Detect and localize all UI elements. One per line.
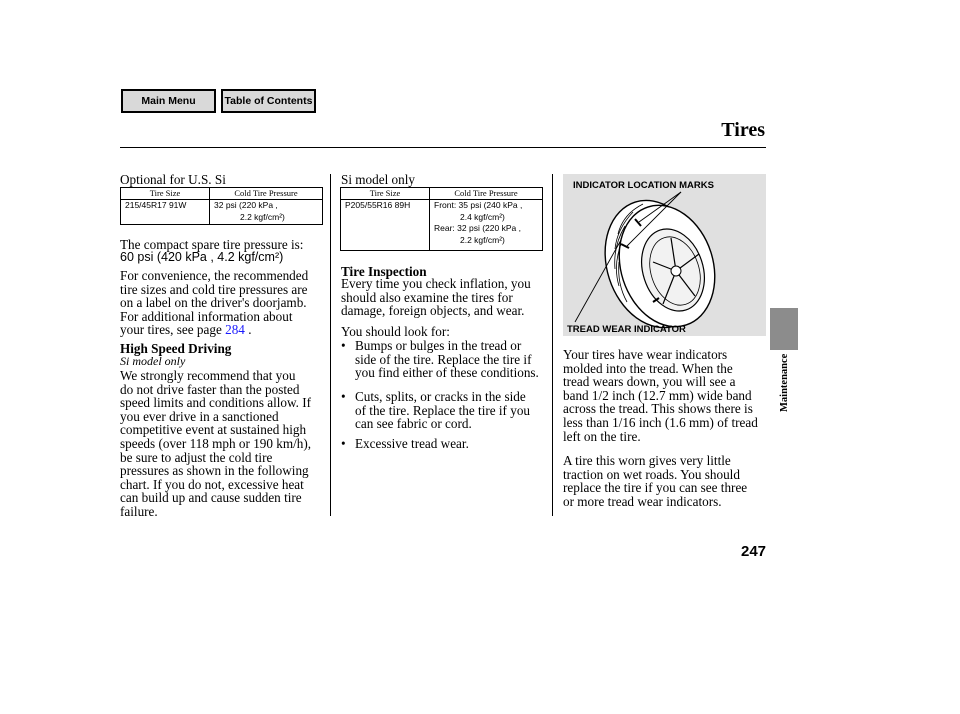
see-page-prefix: your tires, see page bbox=[120, 322, 226, 338]
text-line: • Cuts, splits, or cracks in the side bbox=[355, 389, 526, 404]
text-line: across the tread. This shows there is bbox=[563, 401, 753, 417]
si-model-heading: Si model only bbox=[341, 172, 415, 187]
tire-wear-figure bbox=[563, 174, 766, 336]
text-line: pressures as shown in the following bbox=[120, 463, 309, 479]
section-label-maintenance: Maintenance bbox=[779, 353, 790, 412]
text-line: you find either of these conditions. bbox=[355, 365, 539, 381]
rear-line-1: Rear: 32 psi (220 kPa , bbox=[434, 223, 521, 233]
pressure-line-2: 2.2 kgf/cm²) bbox=[240, 211, 285, 222]
text-line: A tire this worn gives very little bbox=[563, 453, 731, 468]
convenience-paragraph bbox=[120, 269, 308, 337]
page-title: Tires bbox=[721, 119, 765, 141]
main-menu-button[interactable]: Main Menu bbox=[121, 89, 216, 113]
text-line: For convenience, the recommended bbox=[120, 268, 309, 283]
text-line: you ever drive in a sanctioned bbox=[120, 408, 279, 424]
text-line: tread wears down, you will see a bbox=[563, 374, 736, 390]
column-divider-2 bbox=[552, 174, 553, 516]
pressure-line-1: 32 psi (220 kPa , bbox=[214, 200, 278, 210]
text-line: of the tire. Replace the tire if you bbox=[355, 402, 531, 418]
tire-pressure-table-si bbox=[340, 187, 543, 251]
table-cell-pressure bbox=[210, 200, 323, 225]
text-line: Every time you check inflation, you bbox=[341, 276, 531, 291]
table-header-size: Tire Size bbox=[341, 188, 430, 200]
tire-illustration bbox=[563, 174, 766, 336]
page-284-link[interactable]: 284 bbox=[225, 322, 245, 338]
text-line: be sure to adjust the cold tire bbox=[120, 449, 273, 465]
see-page-suffix: . bbox=[244, 322, 252, 338]
page-number: 247 bbox=[741, 543, 767, 560]
text-line: speed limits and conditions allow. If bbox=[120, 395, 312, 411]
replace-tire-paragraph bbox=[563, 454, 747, 508]
text-line: • Bumps or bulges in the tread or bbox=[355, 338, 522, 353]
text-line: • Excessive tread wear. bbox=[355, 436, 469, 451]
inspection-paragraph bbox=[341, 277, 531, 318]
table-cell-size: P205/55R16 89H bbox=[341, 200, 430, 251]
bullet-item bbox=[355, 339, 539, 380]
section-tab-marker bbox=[770, 308, 798, 350]
bullet-item bbox=[355, 390, 530, 431]
see-page-line bbox=[120, 323, 308, 337]
text-line: on a label on the driver's doorjamb. bbox=[120, 295, 307, 311]
spare-intro: The compact spare tire pressure is: bbox=[120, 237, 304, 252]
text-line: Your tires have wear indicators bbox=[563, 347, 728, 362]
table-header-pressure: Cold Tire Pressure bbox=[430, 188, 543, 200]
spare-value: 60 psi (420 kPa , 4.2 kgf/cm²) bbox=[120, 250, 284, 264]
front-line-2: 2.4 kgf/cm²) bbox=[460, 211, 505, 222]
text-line: speeds (over 118 mph or 190 km/h), bbox=[120, 435, 312, 451]
text-line: damage, foreign objects, and wear. bbox=[341, 303, 525, 319]
tread-wear-indicator-label: TREAD WEAR INDICATOR bbox=[567, 324, 686, 335]
text-line: side of the tire. Replace the tire if bbox=[355, 351, 532, 367]
wear-indicator-paragraph bbox=[563, 348, 758, 443]
text-line: We strongly recommend that you bbox=[120, 368, 296, 383]
text-line: For additional information about bbox=[120, 308, 293, 324]
optional-heading: Optional for U.S. Si bbox=[120, 172, 226, 187]
text-line: less than 1/16 inch (1.6 mm) of tread bbox=[563, 414, 758, 430]
bullet-item bbox=[355, 437, 469, 451]
text-line: molded into the tread. When the bbox=[563, 360, 733, 376]
text-line: chart. If you do not, excessive heat bbox=[120, 476, 304, 492]
text-line: can build up and cause sudden tire bbox=[120, 490, 302, 506]
table-cell-pressure bbox=[430, 200, 543, 251]
high-speed-driving-heading: High Speed Driving bbox=[120, 341, 232, 356]
front-line-1: Front: 35 psi (240 kPa , bbox=[434, 200, 523, 210]
high-speed-paragraph bbox=[120, 369, 311, 519]
rear-line-2: 2.2 kgf/cm²) bbox=[460, 234, 505, 245]
text-line: competitive event at sustained high bbox=[120, 422, 307, 438]
si-model-only-note: Si model only bbox=[120, 354, 186, 368]
text-line: failure. bbox=[120, 503, 158, 519]
text-line: traction on wet roads. You should bbox=[563, 466, 740, 482]
text-line: should also examine the tires for bbox=[341, 289, 513, 305]
text-line: do not drive faster than the posted bbox=[120, 381, 300, 397]
tire-inspection-heading: Tire Inspection bbox=[341, 264, 427, 279]
table-header-size: Tire Size bbox=[121, 188, 210, 200]
text-line: can see fabric or cord. bbox=[355, 416, 472, 432]
title-rule bbox=[120, 147, 766, 148]
table-of-contents-button[interactable]: Table of Contents bbox=[221, 89, 316, 113]
look-for-text: You should look for: bbox=[341, 324, 450, 339]
column-divider-1 bbox=[330, 174, 331, 516]
indicator-location-marks-label: INDICATOR LOCATION MARKS bbox=[573, 180, 714, 191]
table-cell-size: 215/45R17 91W bbox=[121, 200, 210, 225]
text-line: tire sizes and cold tire pressures are bbox=[120, 281, 308, 297]
text-line: replace the tire if you can see three bbox=[563, 480, 748, 496]
tire-pressure-table-optional bbox=[120, 187, 323, 225]
text-line: band 1/2 inch (12.7 mm) wide band bbox=[563, 387, 752, 403]
table-header-pressure: Cold Tire Pressure bbox=[210, 188, 323, 200]
text-line: or more tread wear indicators. bbox=[563, 493, 722, 509]
text-line: left on the tire. bbox=[563, 428, 641, 444]
